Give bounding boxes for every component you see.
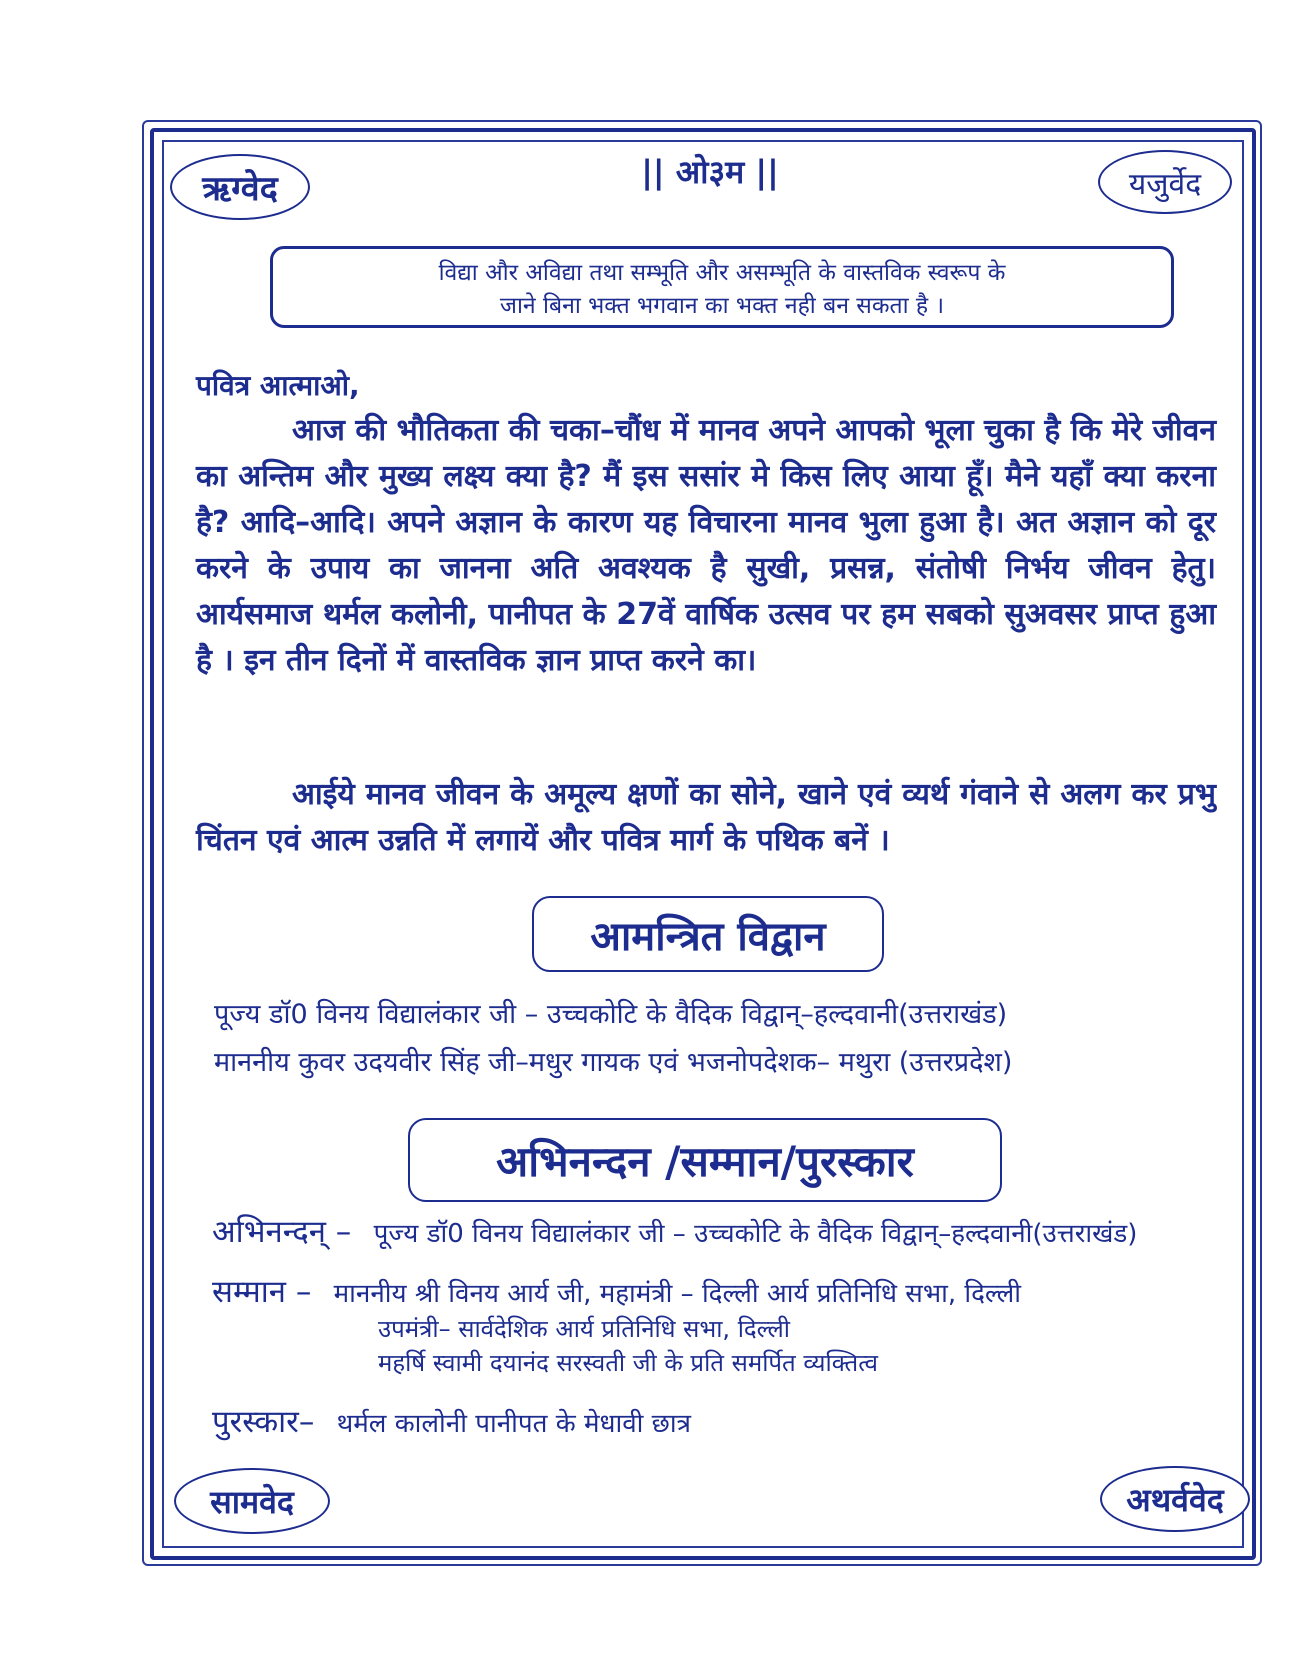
corner-yajurveda: यजुर्वेद — [1098, 150, 1232, 214]
samman-line-2: उपमंत्री– सार्वदेशिक आर्य प्रतिनिधि सभा, दिल्ली — [378, 1315, 790, 1343]
puraskar-row — [212, 1400, 691, 1442]
quote-line-1: विद्या और अविद्या तथा सम्भूति और असम्भूति के वास्तविक स्वरूप के — [438, 260, 1006, 286]
honours-heading: अभिनन्दन /सम्मान/पुरस्कार — [408, 1118, 1002, 1202]
corner-atharvaveda: अथर्ववेद — [1100, 1466, 1250, 1532]
corner-samaveda: सामवेद — [174, 1468, 330, 1534]
samman-label: सम्मान – — [212, 1274, 312, 1310]
samman-line-3: महर्षि स्वामी दयानंद सरस्वती जी के प्रति समर्पित व्यक्तित्व — [378, 1349, 878, 1377]
paragraph-1: आज की भौतिकता की चका–चौंध में मानव अपने आपको भूला चुका है कि मेरे जीवन का अन्तिम और मुख्य लक्ष्य क्या है? मैं इस ससांर मे किस लिए आया हूँ। मैने यहाँ क्या करना है? आदि–आदि। अपने अज्ञान के कारण यह विचारना मानव भुला हुआ है। अत अज्ञान को दूर करने के उपाय का जानना अति अवश्यक है सुखी, प्रसन्न, संतोषी निर्भय जीवन हेतु। आर्यसमाज थर्मल कलोनी, पानीपत के 27वें वार्षिक उत्सव पर हम सबको सुअवसर प्राप्त हुआ है । इन तीन दिनों में वास्तविक ज्ञान प्राप्त करने का। — [196, 413, 1216, 678]
puraskar-label: पुरस्कार– — [212, 1404, 315, 1440]
quote-line-2: जाने बिना भक्त भगवान का भक्त नही बन सकता है । — [499, 293, 945, 319]
om-header: || ओ३म || — [641, 153, 779, 191]
samman-line-1: माननीय श्री विनय आर्य जी, महामंत्री – दिल्ली आर्य प्रतिनिधि सभा, दिल्ली — [333, 1279, 1021, 1309]
quote-box — [270, 246, 1174, 328]
abhinandan-text: पूज्य डॉ0 विनय विद्यालंकार जी – उच्चकोटि के वैदिक विद्वान्–हल्दवानी(उत्तराखंड) — [373, 1219, 1138, 1249]
corner-rigveda: ऋग्वेद — [170, 154, 310, 220]
invited-speaker-1: पूज्य डॉ0 विनय विद्यालंकार जी – उच्चकोटि के वैदिक विद्वान्–हल्दवानी(उत्तराखंड) — [214, 999, 1008, 1030]
invited-speaker-2: माननीय कुवर उदयवीर सिंह जी–मधुर गायक एवं भजनोपदेशक– मथुरा (उत्तरप्रदेश) — [214, 1047, 1013, 1078]
puraskar-text: थर्मल कालोनी पानीपत के मेधावी छात्र — [336, 1409, 691, 1439]
abhinandan-label: अभिनन्दन् – — [212, 1214, 352, 1250]
invited-heading: आमन्त्रित विद्वान — [532, 896, 884, 972]
samman-row — [212, 1270, 1021, 1312]
abhinandan-row — [212, 1210, 1137, 1252]
greeting: पवित्र आत्माओ, — [196, 369, 360, 402]
paragraph-2: आईये मानव जीवन के अमूल्य क्षणों का सोने, खाने एवं व्यर्थ गंवाने से अलग कर प्रभु चिंतन एवं आत्म उन्नति में लगायें और पवित्र मार्ग के पथिक बनें । — [196, 777, 1216, 858]
